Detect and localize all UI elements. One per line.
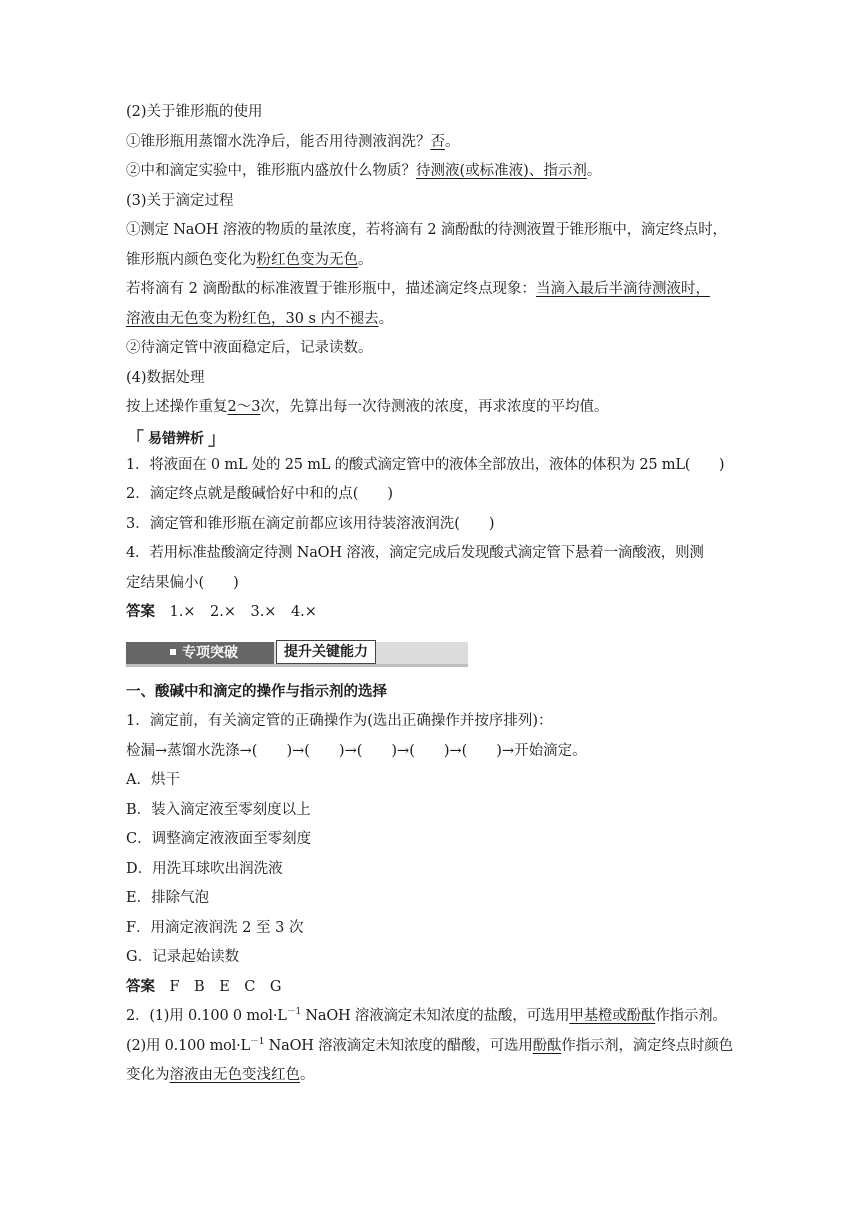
part1-q1: 1．滴定前，有关滴定管的正确操作为(选出正确操作并按序排列)： [126, 713, 553, 729]
punct: 。 [300, 1067, 315, 1083]
errors-answer [126, 598, 736, 628]
punct: 。 [586, 163, 602, 179]
punct: 。 [358, 251, 373, 268]
part1-answer [126, 973, 736, 1003]
answer-underlined: 酚酞 [532, 1037, 562, 1054]
option-b: B．装入滴定液至零刻度以上 [126, 801, 311, 818]
part1-q2-1 [126, 1002, 736, 1032]
section4-heading: (4)数据处理 [126, 369, 205, 386]
option-f: F．用滴定液润洗 2 至 3 次 [126, 919, 304, 936]
answer-text: F B E C G [169, 978, 282, 995]
answer-underlined: 待测液(或标准液)、指示剂 [416, 163, 587, 179]
section3-p1-line1: ①测定 NaOH 溶液的物质的量浓度，若将滴有 2 滴酚酞的待测液置于锥形瓶中，滴定终点时， [126, 222, 727, 238]
text: 次，先算出每一次待测液的浓度，再求浓度的平均值。 [260, 399, 609, 415]
text: 按上述操作重复 [126, 399, 228, 415]
bracket-close-icon: 」 [208, 428, 226, 450]
section2-heading: (2)关于锥形瓶的使用 [126, 104, 263, 120]
option-e: E．排除气泡 [126, 890, 210, 906]
section3-p2-line2 [126, 305, 736, 335]
square-bullet-icon [170, 649, 176, 655]
answer-underlined: 否 [430, 133, 445, 150]
superscript: －1 [286, 1007, 302, 1017]
answer-underlined: 甲基橙或酚酞 [569, 1008, 656, 1024]
text: 锥形瓶内颜色变化为 [126, 251, 257, 268]
tag-label: 易错辨析 [148, 430, 204, 447]
part1-q2-2-line2 [126, 1061, 736, 1091]
answer-underlined: 溶液由无色变浅红色 [169, 1067, 300, 1083]
error-item-4-cont: 定结果偏小( ) [126, 574, 239, 591]
option-c: C．调整滴定液液面至零刻度 [126, 831, 312, 847]
answer-underlined: 粉红色变为无色 [256, 251, 358, 268]
text: 作指示剂，滴定终点时颜色 [561, 1037, 733, 1054]
text: 变化为 [126, 1067, 170, 1083]
error-item-3: 3．滴定管和锥形瓶在滴定前都应该用待装溶液润洗( ) [126, 515, 495, 532]
section3-p1-line2 [126, 246, 736, 276]
answer-label: 答案 [126, 604, 155, 620]
banner-left [126, 642, 274, 664]
question-text: ①锥形瓶用蒸馏水洗净后，能否用待测液润洗？ [126, 133, 431, 150]
banner-right: 提升关键能力 [276, 640, 376, 664]
option-a: A．烘干 [126, 772, 180, 788]
text: NaOH 溶液滴定未知浓度的醋酸，可选用 [264, 1037, 533, 1054]
text: 作指示剂。 [655, 1008, 727, 1024]
answer-underlined: 2～3 [227, 399, 261, 415]
option-d: D．用洗耳球吹出润洗液 [126, 860, 283, 877]
option-g: G．记录起始读数 [126, 949, 240, 965]
error-item-4: 4．若用标准盐酸滴定待测 NaOH 溶液，滴定完成后发现酸式滴定管下悬着一滴酸液，则测 [126, 545, 704, 561]
section3-p3: ②待滴定管中液面稳定后，记录读数。 [126, 340, 373, 356]
error-analysis-tag [126, 427, 226, 449]
answer-underlined: 当滴入最后半滴待测液时， [535, 281, 710, 297]
section3-heading: (3)关于滴定过程 [126, 192, 234, 209]
part1-heading: 一、酸碱中和滴定的操作与指示剂的选择 [126, 683, 387, 700]
answer-underlined: 溶液由无色变为粉红色，30 s 内不褪去 [126, 310, 379, 327]
punct: 。 [378, 310, 394, 327]
superscript: －1 [249, 1036, 265, 1047]
section-banner [126, 640, 468, 668]
error-item-2: 2．滴定终点就是酸碱恰好中和的点( ) [126, 486, 394, 502]
part1-q2-2 [126, 1032, 736, 1062]
section4-line [126, 393, 736, 423]
punct: 。 [445, 133, 460, 150]
section2-q1 [126, 128, 736, 158]
part1-q1-sequence: 检漏→蒸馏水洗涤→( )→( )→( )→( )→( )→开始滴定。 [126, 742, 587, 759]
bracket-open-icon: 「 [126, 428, 144, 450]
question-text: ②中和滴定实验中，锥形瓶内盛放什么物质？ [126, 163, 416, 179]
document-page [126, 98, 736, 1091]
text: NaOH 溶液滴定未知浓度的盐酸，可选用 [301, 1008, 570, 1024]
text: (2)用 0.100 mol·L [126, 1037, 250, 1054]
section2-q2 [126, 157, 736, 187]
text: 若将滴有 2 滴酚酞的标准液置于锥形瓶中，描述滴定终点现象： [126, 281, 536, 297]
answer-label: 答案 [126, 978, 155, 995]
text: 2．(1)用 0.100 0 mol·L [126, 1008, 287, 1024]
banner-left-label: 专项突破 [182, 644, 238, 661]
error-item-1: 1．将液面在 0 mL 处的 25 mL 的酸式滴定管中的液体全部放出，液体的体积为 25 mL( ) [126, 456, 725, 473]
section3-p2-line1 [126, 275, 736, 305]
answer-text: 1.× 2.× 3.× 4.× [169, 604, 317, 620]
banner-underline [126, 664, 468, 667]
